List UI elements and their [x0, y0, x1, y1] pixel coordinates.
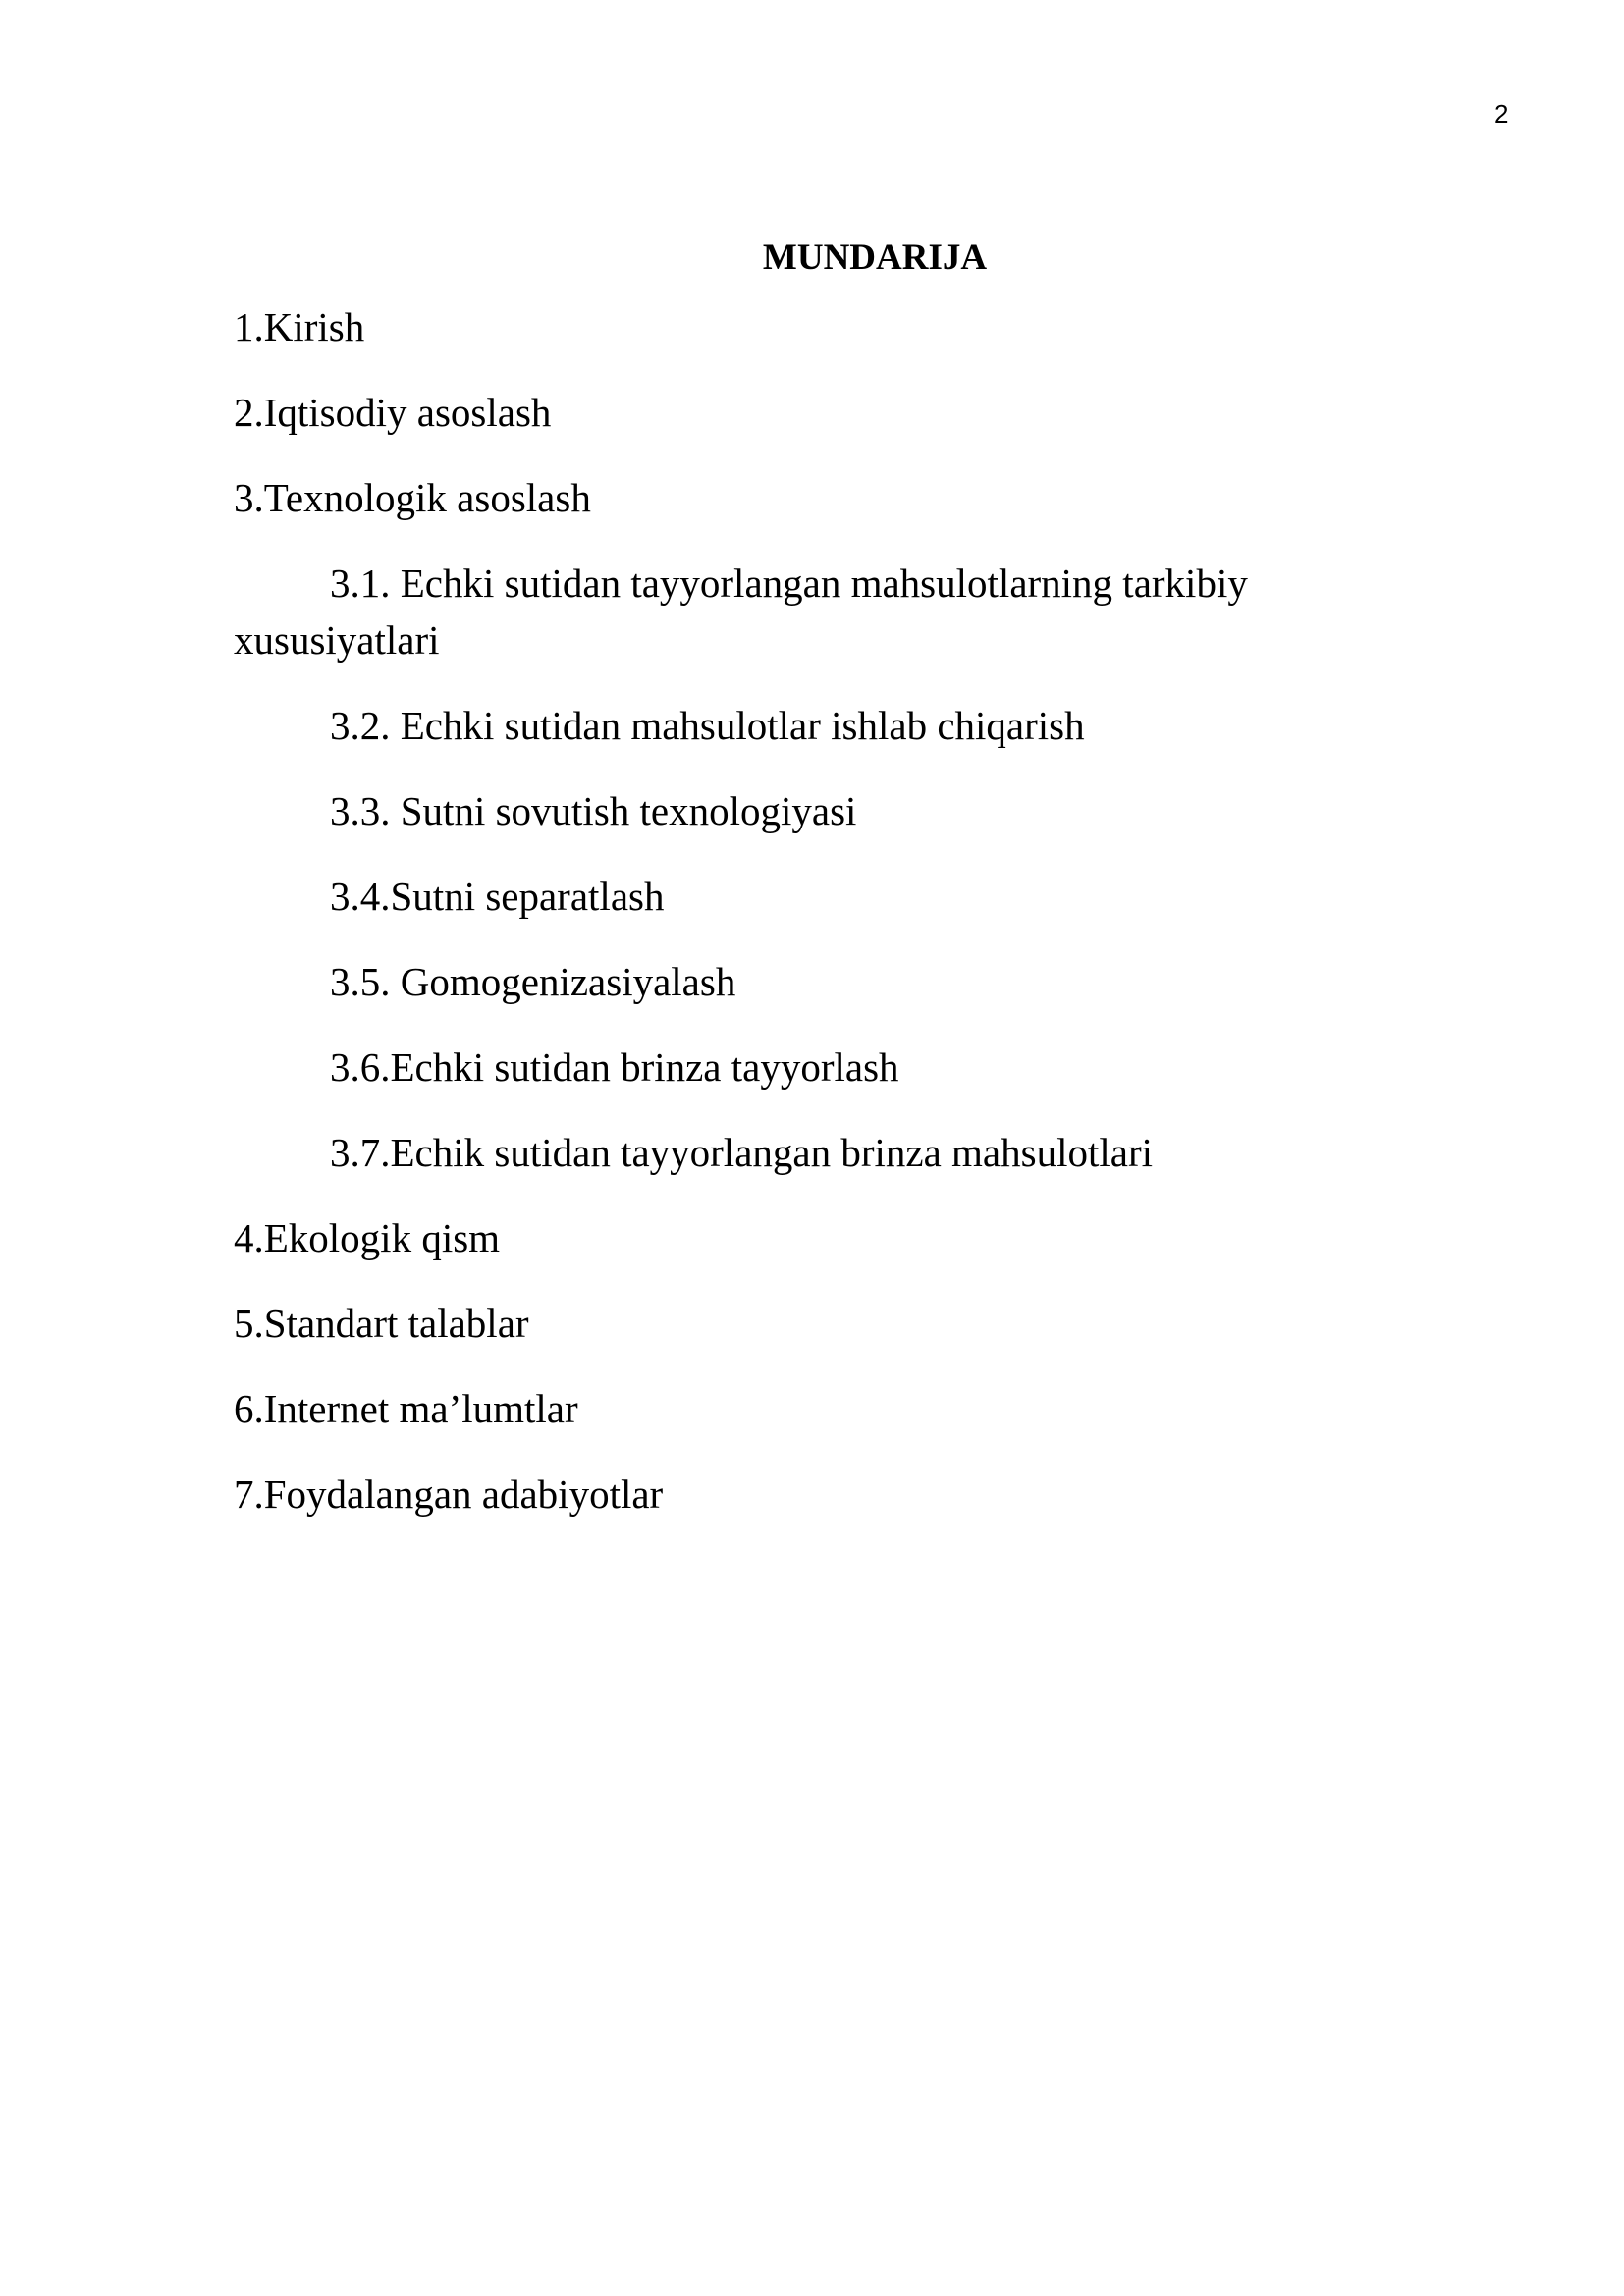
- toc-item-texnologik-asoslash: 3.Texnologik asoslash: [234, 475, 591, 520]
- toc-item-3-4: 3.4.Sutni separatlash: [330, 874, 665, 919]
- toc-item-3-6: 3.6.Echki sutidan brinza tayyorlash: [330, 1044, 899, 1090]
- toc-item-kirish: 1.Kirish: [234, 304, 365, 349]
- page-number: 2: [1494, 99, 1509, 129]
- toc-item-internet-malumtlar: 6.Internet ma’lumtlar: [234, 1386, 578, 1431]
- toc-item-3-5: 3.5. Gomogenizasiyalash: [330, 959, 736, 1004]
- toc-item-foydalangan-adabiyotlar: 7.Foydalangan adabiyotlar: [234, 1471, 664, 1517]
- toc-item-ekologik-qism: 4.Ekologik qism: [234, 1215, 501, 1260]
- toc-title: MUNDARIJA: [762, 238, 988, 278]
- table-of-contents: [234, 298, 1382, 1551]
- toc-item-3-2: 3.2. Echki sutidan mahsulotlar ishlab chiqarish: [330, 703, 1085, 748]
- toc-item-iqtisodiy-asoslash: 2.Iqtisodiy asoslash: [234, 390, 552, 435]
- toc-item-standart-talablar: 5.Standart talablar: [234, 1301, 529, 1346]
- toc-item-3-3: 3.3. Sutni sovutish texnologiyasi: [330, 788, 857, 833]
- toc-item-3-1: 3.1. Echki sutidan tayyorlangan mahsulotlarning tarkibiy xususiyatlari: [234, 561, 1248, 663]
- toc-item-3-7: 3.7.Echik sutidan tayyorlangan brinza mahsulotlari: [330, 1130, 1153, 1175]
